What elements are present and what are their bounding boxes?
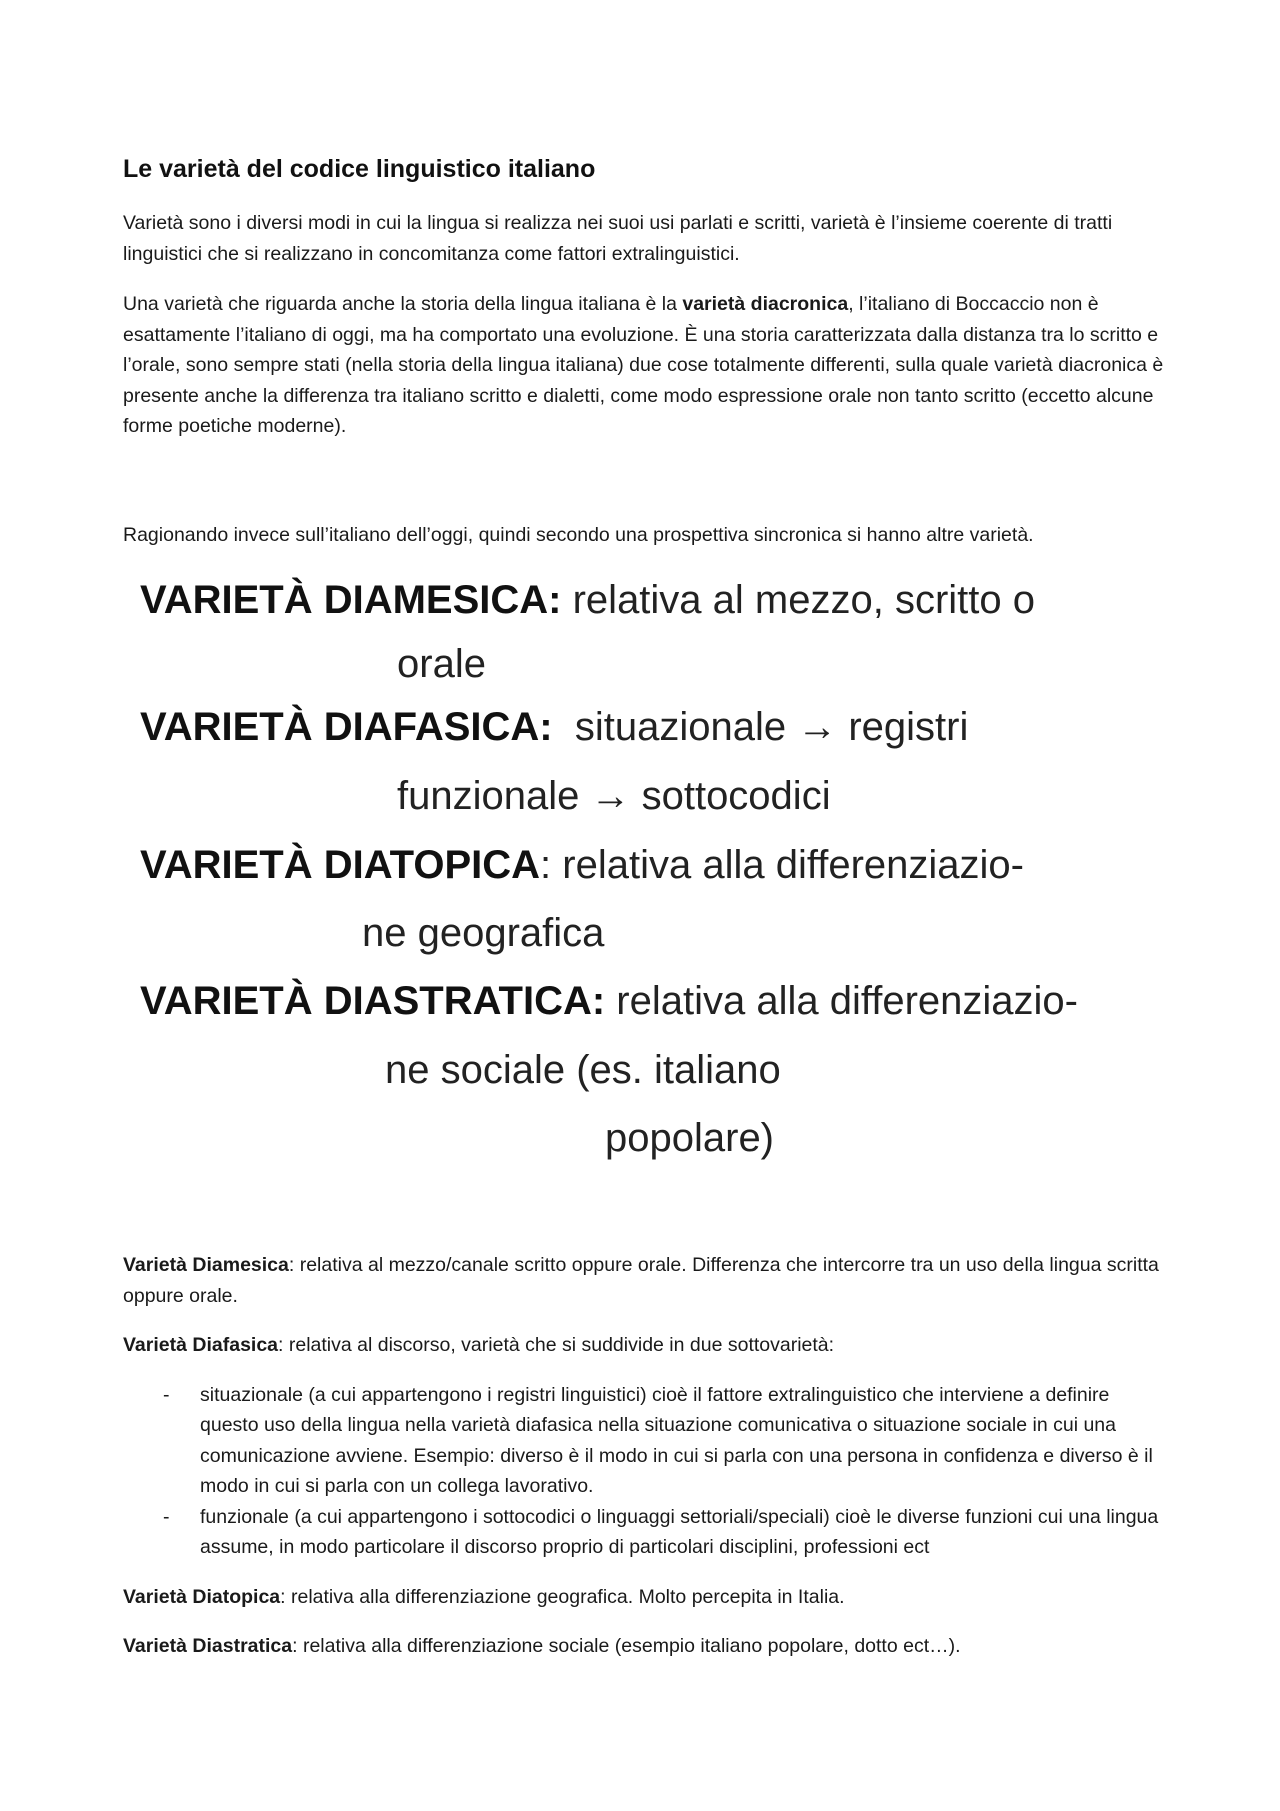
figure-line-diamesica	[140, 580, 1035, 620]
definition-term-diastratica: Varietà Diastratica	[123, 1635, 293, 1657]
figure-line-diatopica	[140, 845, 1024, 885]
definition-diastratica	[123, 1631, 1168, 1662]
figure-term-diastratica: VARIETÀ DIASTRATICA:	[140, 979, 606, 1023]
intro-paragraph-3: Ragionando invece sull’italiano dell’oggi, quindi secondo una prospettiva sincronica si hanno altre varietà.	[123, 523, 1034, 546]
figure-term-diamesica: VARIETÀ DIAMESICA:	[140, 578, 562, 622]
definitions-section	[123, 1250, 1168, 1681]
definition-term-diatopica: Varietà Diatopica	[123, 1585, 281, 1608]
page-title: Le varietà del codice linguistico italiano	[123, 155, 596, 183]
definition-diamesica	[123, 1250, 1168, 1311]
definition-term-diamesica: Varietà Diamesica	[123, 1254, 289, 1276]
figure-text-diafasica-1: situazionale → registri	[574, 705, 969, 749]
definition-text-diamesica: : relativa al mezzo/canale scritto oppure orale. Differenza che intercorre tra un uso della lingua scritta oppure orale.	[123, 1254, 1159, 1307]
definition-text-diafasica: : relativa al discorso, varietà che si suddivide in due sottovarietà:	[278, 1334, 835, 1356]
definition-diatopica	[123, 1582, 1168, 1613]
intro-p2-after: , l’italiano di Boccaccio non è esattamente l’italiano di oggi, ma ha comportato una evoluzione. È una storia caratterizzata dalla distanza tra lo scritto e l’orale, sono sempre stati (nella storia della lingua italiana) due cose totalmente differenti, sulla quale varietà diacronica è presente anche la differenza tra italiano scritto e dialetti, come modo espressione orale non tanto scritto (eccetto alcune forme poetiche moderne).	[123, 293, 1164, 437]
definition-text-diatopica: : relativa alla differenziazione geografica. Molto percepita in Italia.	[280, 1585, 845, 1608]
intro-section	[123, 155, 1168, 570]
figure-line-diastratica	[140, 981, 1078, 1021]
definition-term-diafasica: Varietà Diafasica	[123, 1334, 279, 1356]
intro-paragraph-2	[123, 289, 1168, 442]
dash-bullet: -	[163, 1505, 170, 1528]
list-item-text: situazionale (a cui appartengono i registri linguistici) cioè il fattore extralinguistico che interviene a definire questo uso della lingua nella varietà diafasica nella situazione comunicativa o situazione sociale in cui una comunicazione avviene. Esempio: diverso è il modo in cui si parla con una persona in confidenza e diverso è il modo in cui si parla con un collega lavorativo.	[200, 1383, 1153, 1497]
figure-text-diafasica-2: funzionale → sottocodici	[397, 774, 831, 818]
diafasica-subvarieties-list	[123, 1380, 1168, 1563]
figure-term-diatopica: VARIETÀ DIATOPICA	[140, 843, 541, 887]
definition-diafasica	[123, 1330, 1168, 1361]
intro-p2-bold: varietà diacronica	[682, 293, 849, 315]
figure-text-diastratica-2: ne sociale (es. italiano	[385, 1048, 781, 1092]
figure-text-diatopica-2: ne geografica	[362, 911, 605, 955]
figure-line-diafasica	[140, 707, 968, 747]
definition-text-diastratica: : relativa alla differenziazione sociale (esempio italiano popolare, dotto ect…).	[292, 1635, 961, 1657]
figure-text-diastratica-3: popolare)	[605, 1116, 775, 1160]
list-item-text: funzionale (a cui appartengono i sottocodici o linguaggi settoriali/speciali) cioè le diverse funzioni cui una lingua assume, in modo particolare il discorso proprio di particolari disciplini, professioni ect	[200, 1505, 1159, 1558]
figure-term-diafasica: VARIETÀ DIAFASICA:	[140, 705, 553, 749]
figure-text-diamesica-2: orale	[397, 642, 486, 686]
varieties-figure	[140, 580, 1150, 1190]
intro-p2-before: Una varietà che riguarda anche la storia della lingua italiana è la	[123, 293, 683, 315]
dash-bullet: -	[163, 1383, 170, 1406]
figure-text-diatopica-1: : relativa alla differenziazio-	[540, 843, 1024, 887]
figure-text-diastratica-1: relativa alla differenziazio-	[616, 979, 1078, 1023]
figure-text-diamesica-1: relativa al mezzo, scritto o	[572, 578, 1035, 622]
intro-paragraph-1: Varietà sono i diversi modi in cui la lingua si realizza nei suoi usi parlati e scritti, varietà è l’insieme coerente di tratti linguistici che si realizzano in concomitanza come fattori extralinguistici.	[123, 212, 1113, 265]
list-item	[123, 1502, 1168, 1563]
list-item	[123, 1380, 1168, 1502]
